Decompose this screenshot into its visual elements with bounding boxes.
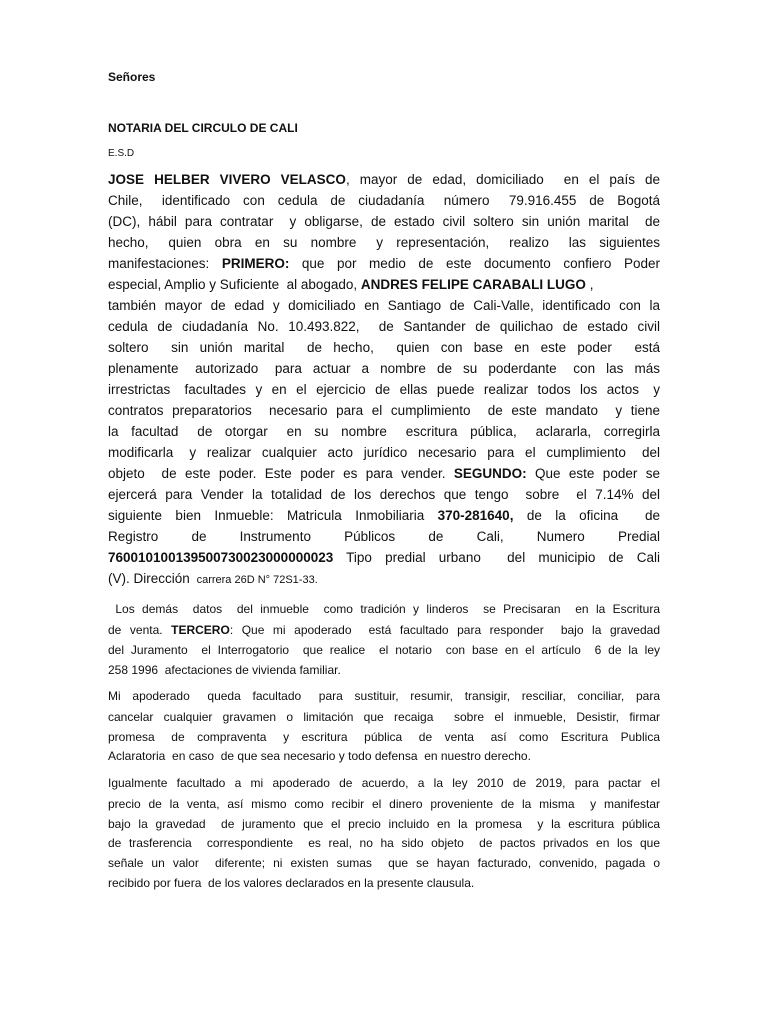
- p1-line: modificarla y realizar cualquier acto jurídico necesario para el cumplimiento del: [108, 445, 660, 460]
- p4-line: precio de la venta, así mismo como recibir el dinero proveniente de la misma y manifestar: [108, 797, 660, 811]
- p1-line: plenamente autorizado para actuar a nombre de su poderdante con las más: [108, 361, 660, 376]
- p2-line: 258 1996 afectaciones de vivienda familiar.: [108, 663, 341, 677]
- property-registration-number: 370-281640,: [437, 508, 514, 523]
- p1-line: (DC), hábil para contratar y obligarse, de estado civil soltero sin unión marital de: [108, 214, 660, 229]
- p1-line: manifestaciones: PRIMERO: que por medio de este documento confiero Poder: [108, 256, 660, 271]
- clause-tercero: TERCERO: [171, 623, 230, 637]
- property-address: carrera 26D N° 72S1-33.: [193, 574, 318, 586]
- salutation: Señores: [108, 70, 156, 84]
- p1-line: también mayor de edad y domiciliado en Santiago de Cali-Valle, identificado con la: [108, 298, 660, 313]
- p1-line: Chile, identificado con cedula de ciudadanía número 79.916.455 de Bogotá: [108, 193, 660, 208]
- p4-line: señale un valor diferente; ni existen sumas que se hayan facturado, convenido, pagada o: [108, 856, 660, 870]
- p1-line: JOSE HELBER VIVERO VELASCO, mayor de edad, domiciliado en el país de: [108, 172, 661, 187]
- p2-line: Los demás datos del inmueble como tradición y linderos se Precisaran en la Escritura: [108, 602, 660, 616]
- p1-line: cedula de ciudadanía No. 10.493.822, de Santander de quilichao de estado civil: [108, 319, 660, 334]
- p1-line: (V). Dirección carrera 26D N° 72S1-33.: [108, 571, 318, 586]
- p1-line: Registro de Instrumento Públicos de Cali, Numero Predial: [108, 529, 660, 544]
- p4-line: de trasferencia correspondiente es real, no ha sido objeto de pactos privados en los que: [108, 836, 660, 850]
- clause-primero: PRIMERO:: [221, 256, 290, 271]
- cadastral-number: 760010100139500730023000000023: [108, 550, 334, 565]
- attorney-name: ANDRES FELIPE CARABALI LUGO: [360, 277, 586, 292]
- p1-line: objeto de este poder. Este poder es para vender. SEGUNDO: Que este poder se: [108, 466, 660, 481]
- clause-segundo: SEGUNDO:: [453, 466, 527, 481]
- esd-abbreviation: E.S.D: [108, 148, 135, 159]
- p2-line: de venta. TERCERO: Que mi apoderado está facultado para responder bajo la gravedad: [108, 623, 660, 637]
- p1-line: soltero sin unión marital de hecho, quien con base en este poder está: [108, 340, 660, 355]
- grantor-name: JOSE HELBER VIVERO VELASCO: [108, 172, 346, 187]
- p3-line: promesa de compraventa y escritura pública de venta así como Escritura Publica: [108, 730, 660, 744]
- p2-line: del Juramento el Interrogatorio que realice el notario con base en el artículo 6 de la ley: [108, 643, 660, 657]
- notary-name: NOTARIA DEL CIRCULO DE CALI: [108, 121, 298, 135]
- p1-line: siguiente bien Inmueble: Matricula Inmobiliaria 370-281640, de la oficina de: [108, 508, 660, 523]
- p1-line: irrestrictas facultades y en el ejercicio de ellas puede realizar todos los actos y: [108, 382, 660, 397]
- p3-line: Mi apoderado queda facultado para sustituir, resumir, transigir, resciliar, conciliar, para: [108, 689, 660, 703]
- p3-line: cancelar cualquier gravamen o limitación que recaiga sobre el inmueble, Desistir, firmar: [108, 710, 660, 724]
- p1-line: especial, Amplio y Suficiente al abogado, ANDRES FELIPE CARABALI LUGO ,: [108, 277, 594, 292]
- p4-line: bajo la gravedad de juramento que el precio incluido en la promesa y la escritura pública: [108, 817, 660, 831]
- p1-line: la facultad de otorgar en su nombre escritura pública, aclararla, corregirla: [108, 424, 660, 439]
- p4-line: Igualmente facultado a mi apoderado de acuerdo, a la ley 2010 de 2019, para pactar el: [108, 776, 660, 790]
- p1-line: contratos preparatorios necesario para el cumplimiento de este mandato y tiene: [108, 403, 660, 418]
- p1-line: 760010100139500730023000000023 Tipo predial urbano del municipio de Cali: [108, 550, 660, 565]
- p1-line: hecho, quien obra en su nombre y representación, realizo las siguientes: [108, 235, 660, 250]
- p3-line: Aclaratoria en caso de que sea necesario y todo defensa en nuestro derecho.: [108, 749, 531, 763]
- p4-line: recibido por fuera de los valores declarados en la presente clausula.: [108, 876, 475, 890]
- p1-line: ejercerá para Vender la totalidad de los derechos que tengo sobre el 7.14% del: [108, 487, 660, 502]
